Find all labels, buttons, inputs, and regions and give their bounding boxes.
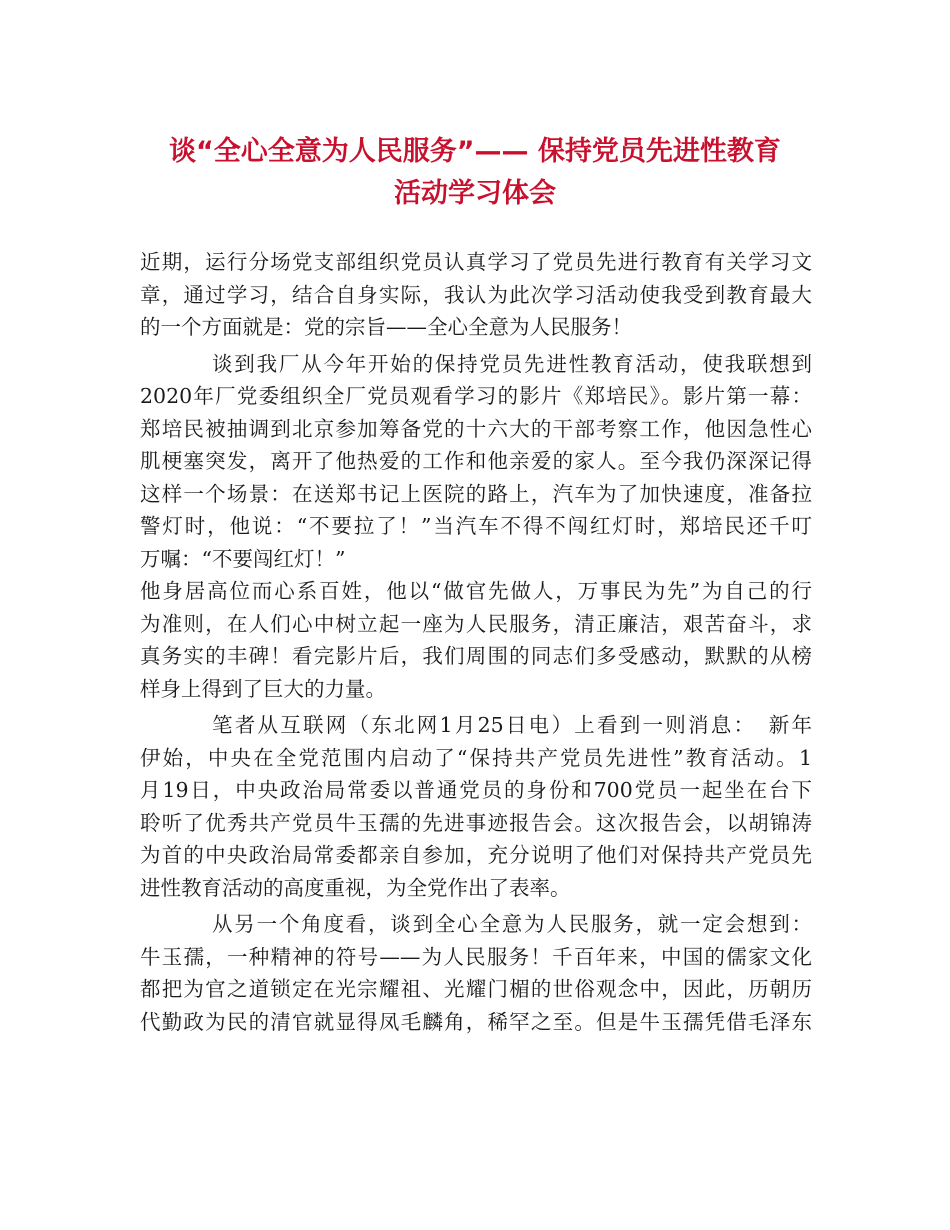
- paragraph-line: 都把为官之道锁定在光宗耀祖、光耀门楣的世俗观念中，因此，历朝历: [140, 977, 812, 1001]
- document-body: [140, 246, 812, 1038]
- paragraph-line: 从另一个角度看，谈到全心全意为人民服务，就一定会想到：: [212, 912, 812, 936]
- paragraph-line: 万嘱：“不要闯红灯！”: [140, 546, 346, 571]
- paragraph-4: [140, 709, 812, 904]
- paragraph-line: 为首的中央政治局常委都亲自参加，充分说明了他们对保持共产党员先: [140, 843, 812, 867]
- paragraph-line: 他身居高位而心系百姓，他以“做官先做人，万事民为先”为自己的行: [140, 579, 812, 603]
- paragraph-line: 月19日，中央政治局常委以普通党员的身份和700党员一起坐在台下: [140, 778, 812, 802]
- paragraph-5: [140, 908, 812, 1038]
- paragraph-3: [140, 575, 812, 705]
- paragraph-line: 的一个方面就是：党的宗旨——全心全意为人民服务！: [140, 315, 632, 339]
- paragraph-line: 章，通过学习，结合自身实际，我认为此次学习活动使我受到教育最大: [140, 282, 812, 307]
- paragraph-line: 真务实的丰碑！看完影片后，我们周围的同志们多受感动，默默的从榜: [140, 644, 812, 668]
- paragraph-2: [140, 348, 812, 576]
- paragraph-line: 郑培民被抽调到北京参加筹备党的十六大的干部考察工作，他因急性心: [140, 416, 812, 441]
- paragraph-line: 样身上得到了巨大的力量。: [140, 676, 386, 701]
- paragraph-line: 这样一个场景：在送郑书记上医院的路上，汽车为了加快速度，准备拉: [140, 481, 812, 506]
- paragraph-line: 近期，运行分场党支部组织党员认真学习了党员先进行教育有关学习文: [140, 250, 812, 274]
- paragraph-line: 笔者从互联网（东北网1月25日电）上看到一则消息： 新年: [212, 713, 812, 737]
- paragraph-line: 伊始，中央在全党范围内启动了“保持共产党员先进性”教育活动。1: [140, 745, 812, 770]
- paragraph-line: 警灯时，他说：“不要拉了！”当汽车不得不闯红灯时，郑培民还千叮: [140, 514, 812, 538]
- document-title-line-1: 谈“全心全意为人民服务”—— 保持党员先进性教育: [169, 136, 781, 167]
- paragraph-line: 聆听了优秀共产党员牛玉孺的先进事迹报告会。这次报告会，以胡锦涛: [140, 810, 812, 835]
- paragraph-1: [140, 246, 812, 344]
- paragraph-line: 谈到我厂从今年开始的保持党员先进性教育活动，使我联想到: [212, 351, 812, 376]
- paragraph-line: 代勤政为民的清官就显得凤毛麟角，稀罕之至。但是牛玉孺凭借毛泽东: [140, 1009, 812, 1034]
- paragraph-line: 进性教育活动的高度重视，为全党作出了表率。: [140, 875, 571, 900]
- paragraph-line: 牛玉孺，一种精神的符号——为人民服务！千百年来，中国的儒家文化: [140, 944, 812, 969]
- paragraph-line: 肌梗塞突发，离开了他热爱的工作和他亲爱的家人。至今我仍深深记得: [140, 449, 812, 473]
- paragraph-line: 为准则，在人们心中树立起一座为人民服务，清正廉洁，艰苦奋斗，求: [140, 611, 812, 636]
- document-title-line-2: 活动学习体会: [394, 178, 556, 209]
- paragraph-line: 2020年厂党委组织全厂党员观看学习的影片《郑培民》。影片第一幕：: [140, 384, 812, 408]
